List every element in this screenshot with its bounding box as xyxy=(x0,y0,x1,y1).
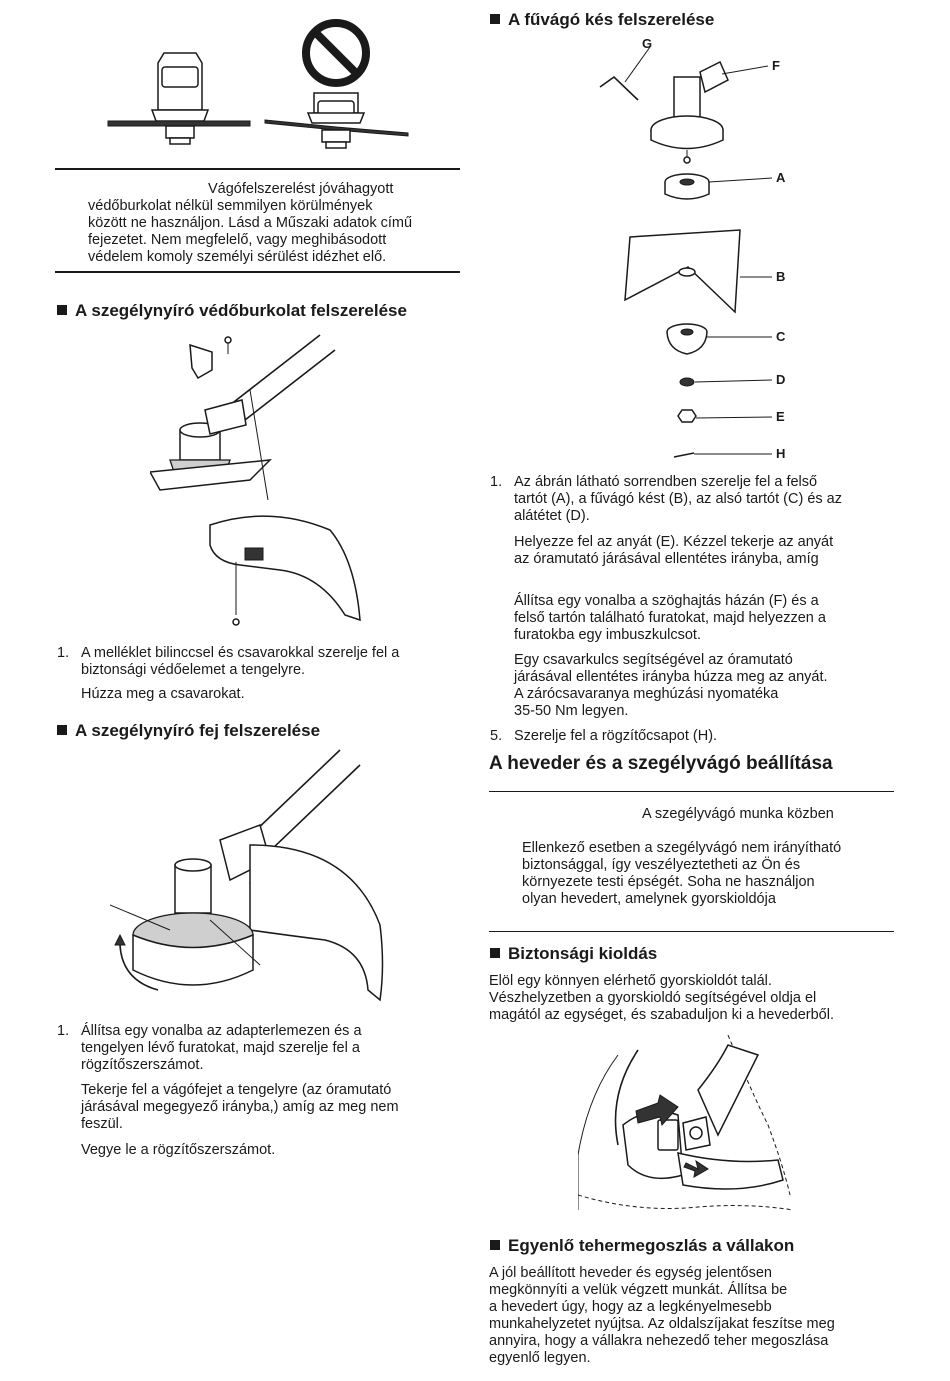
head-step1-text: Állítsa egy vonalba az adapterlemezen és a tengelyen lévő furatokat, majd szerelje fel a rögzítőszerszámot. xyxy=(81,1023,362,1073)
warning-bottom-rule xyxy=(55,271,460,273)
section-bullet xyxy=(57,725,67,735)
incorrect-assembly-figure xyxy=(265,23,408,148)
harness-warning-line1: A szegélyvágó munka közben xyxy=(642,806,834,822)
blade-section-heading: A fűvágó kés felszerelése xyxy=(490,10,714,30)
guard-step1-number: 1. xyxy=(57,645,70,661)
harness-warning-body: Ellenkező esetben a szegélyvágó nem irányítható biztonsággal, így veszélyeztetheti az Ön és környezete testi épségét. Soha ne használjon olyan hevedert, amelynek gyorskioldója xyxy=(522,840,842,907)
harness-warning-top-rule xyxy=(489,791,894,792)
blade-p4: Egy csavarkulcs segítségével az óramutató járásával ellentétes irányba húzza meg az anyát. A zárócsavaranya meghúzási nyomatéka 35-50 Nm legyen. xyxy=(514,652,828,719)
harness-warning-bottom-rule xyxy=(489,931,894,932)
guard-mounting-illustration xyxy=(150,330,380,635)
blade-guard-comparison-illustration xyxy=(100,15,420,160)
label-g: G xyxy=(642,36,653,51)
label-c: C xyxy=(776,329,786,344)
trimmer-head-illustration xyxy=(110,745,410,1005)
guard-step1-sub: Húzza meg a csavarokat. xyxy=(81,686,245,702)
label-f: F xyxy=(772,58,780,73)
label-h: H xyxy=(776,446,786,461)
correct-assembly-figure xyxy=(108,53,250,144)
label-e: E xyxy=(776,409,785,424)
harness-section-heading: A heveder és a szegélyvágó beállítása xyxy=(489,753,833,774)
section-bullet xyxy=(490,948,500,958)
blade-exploded-illustration xyxy=(590,32,800,467)
head-step1-number: 1. xyxy=(57,1023,70,1039)
release-section-heading: Biztonsági kioldás xyxy=(490,944,657,964)
guard-step1-text: A melléklet bilinccsel és csavarokkal szerelje fel a biztonsági védőelemet a tengelyre. xyxy=(81,645,400,678)
head-step1-sub1: Tekerje fel a vágófejet a tengelyre (az óramutató járásával megegyező irányba,) amíg az meg nem feszül. xyxy=(81,1082,399,1132)
warning-top-rule xyxy=(55,168,460,170)
blade-step1-number: 1. xyxy=(490,474,503,490)
blade-step5-number: 5. xyxy=(490,728,503,744)
blade-step5-text: Szerelje fel a rögzítőcsapot (H). xyxy=(514,728,718,744)
balance-text: A jól beállított heveder és egység jelentősen megkönnyíti a velük végzett munkát. Állítsa be a hevedert úgy, hogy az a legkényelmesebb munkahelyzetet nyújtsa. Az oldalszíjakat feszítse meg annyira, hogy a vállakra nehezedő teher megoszlása egyenlő legyen. xyxy=(489,1265,835,1366)
blade-p3: Állítsa egy vonalba a szöghajtás házán (F) és a felső tartón található furatokat, majd helyezzen a furatokba egy imbuszkulcsot. xyxy=(514,593,826,643)
release-text: Elöl egy könnyen elérhető gyorskioldót talál. Vészhelyzetben a gyorskioldó segítségével oldja el magától az egységet, és szabaduljon ki a hevederből. xyxy=(489,973,834,1023)
section-bullet xyxy=(490,14,500,24)
label-b: B xyxy=(776,269,786,284)
guard-section-heading: A szegélynyíró védőburkolat felszerelése xyxy=(57,301,407,321)
head-section-heading: A szegélynyíró fej felszerelése xyxy=(57,721,320,741)
blade-p2: Helyezze fel az anyát (E). Kézzel tekerje az anyát az óramutató járásával ellentétes irányba, amíg xyxy=(514,534,834,567)
quick-release-illustration xyxy=(578,1035,793,1215)
label-d: D xyxy=(776,372,786,387)
section-bullet xyxy=(57,305,67,315)
blade-step1-text: Az ábrán látható sorrendben szerelje fel a felső tartót (A), a fűvágó kést (B), az alsó tartót (C) és az alátétet (D). xyxy=(514,474,842,524)
warning-text: Vágófelszerelést jóváhagyott védőburkolat nélkül semmilyen körülmények között ne használjon. Lásd a Műszaki adatok című fejezetet. Nem megfelelő, vagy meghibásodott védelem komoly személyi sérülést idézhet elő. xyxy=(88,181,413,265)
section-bullet xyxy=(490,1240,500,1250)
head-step1-sub2: Vegye le a rögzítőszerszámot. xyxy=(81,1142,276,1158)
balance-section-heading: Egyenlő tehermegoszlás a vállakon xyxy=(490,1236,794,1256)
label-a: A xyxy=(776,170,786,185)
